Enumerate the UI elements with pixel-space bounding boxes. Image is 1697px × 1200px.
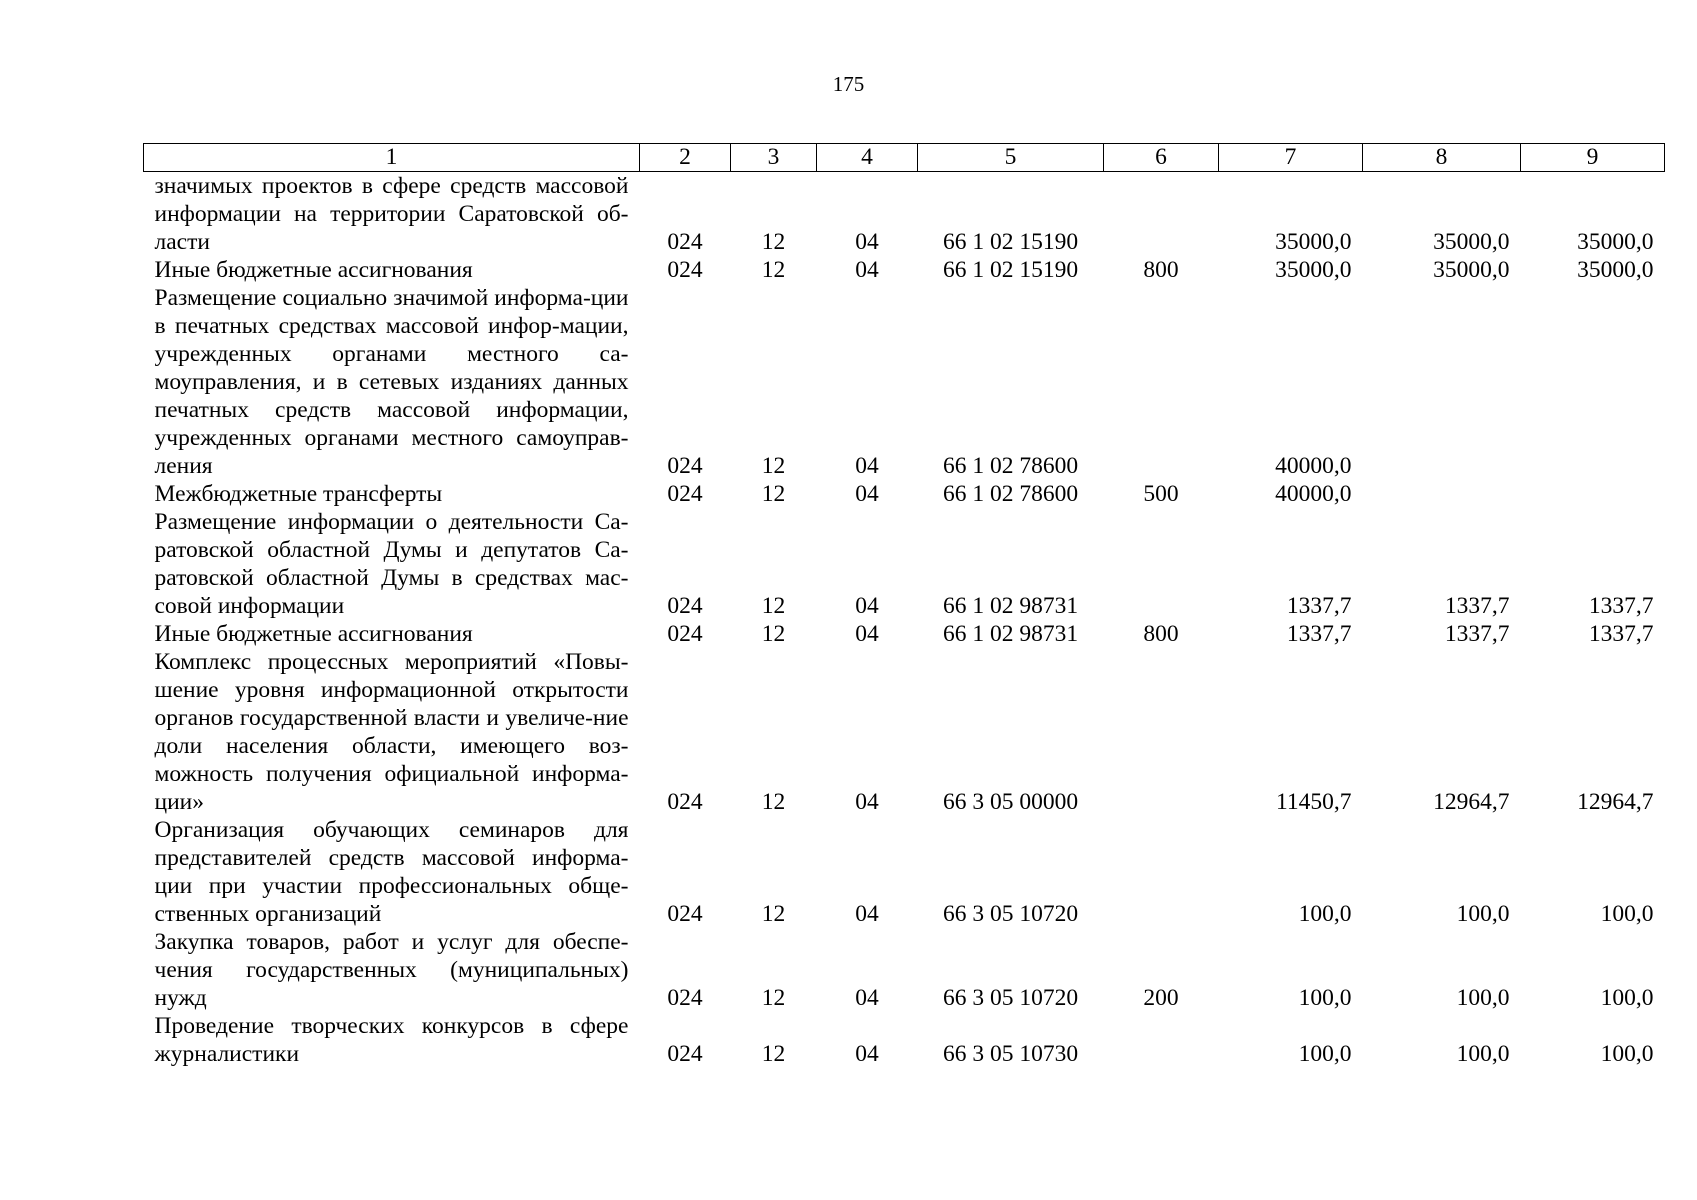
row-expense-type: 200 xyxy=(1143,985,1179,1011)
row-amount-col9: 100,0 xyxy=(1600,1041,1654,1067)
row-grbs-code: 024 xyxy=(667,985,703,1011)
row-name: Межбюджетные трансферты xyxy=(154,481,443,507)
row-subsection-code: 04 xyxy=(855,901,879,927)
row-target-article: 66 3 05 10730 xyxy=(942,1041,1079,1067)
row-target-article: 66 1 02 78600 xyxy=(942,481,1079,507)
row-name: Проведение творческих конкурсов в сфере журналистики xyxy=(154,1013,629,1067)
row-subsection-code: 04 xyxy=(855,1041,879,1067)
row-amount-col7: 100,0 xyxy=(1298,985,1352,1011)
row-subsection-code: 04 xyxy=(855,229,879,255)
row-section-code: 12 xyxy=(761,1041,786,1067)
row-amount-col7: 35000,0 xyxy=(1275,257,1352,283)
row-name: Комплекс процессных мероприятий «Повы-шение уровня информационной открытости органов государственной власти и увеличе-ние доли населения области, имеющего воз-можность получения официальной информа-ции» xyxy=(154,649,629,815)
row-amount-col7: 35000,0 xyxy=(1275,229,1352,255)
row-amount-col9: 12964,7 xyxy=(1577,789,1654,815)
row-section-code: 12 xyxy=(761,985,786,1011)
row-section-code: 12 xyxy=(761,453,786,479)
row-amount-col8 xyxy=(1363,480,1521,508)
row-amount-col7: 40000,0 xyxy=(1275,481,1352,507)
row-section-code: 12 xyxy=(761,789,786,815)
table-row xyxy=(144,256,1665,284)
table-row xyxy=(144,928,1665,1012)
table-body xyxy=(144,172,1665,1069)
table-row xyxy=(144,172,1665,257)
row-subsection-code: 04 xyxy=(855,593,879,619)
row-amount-col9: 35000,0 xyxy=(1577,229,1654,255)
row-amount-col9 xyxy=(1521,284,1665,480)
row-target-article: 66 1 02 98731 xyxy=(942,621,1079,647)
row-name: Организация обучающих семинаров для представителей средств массовой информа-ции при участии профессиональных обще-ственных организаций xyxy=(154,817,629,927)
row-name: значимых проектов в сфере средств массовой информации на территории Саратовской об-ласти xyxy=(154,173,629,255)
row-target-article: 66 3 05 00000 xyxy=(942,789,1079,815)
row-subsection-code: 04 xyxy=(855,481,879,507)
row-grbs-code: 024 xyxy=(667,1041,703,1067)
budget-table xyxy=(143,143,1665,1068)
table-row xyxy=(144,284,1665,480)
row-amount-col7: 40000,0 xyxy=(1275,453,1352,479)
row-expense-type xyxy=(1104,284,1219,480)
row-amount-col9: 100,0 xyxy=(1600,985,1654,1011)
row-amount-col8: 35000,0 xyxy=(1433,229,1510,255)
row-amount-col8: 1337,7 xyxy=(1444,593,1510,619)
row-grbs-code: 024 xyxy=(667,901,703,927)
row-amount-col7: 11450,7 xyxy=(1275,789,1352,815)
row-grbs-code: 024 xyxy=(667,593,703,619)
row-amount-col9: 35000,0 xyxy=(1577,257,1654,283)
row-name: Иные бюджетные ассигнования xyxy=(154,257,473,283)
page-number: 175 xyxy=(832,72,865,96)
row-section-code: 12 xyxy=(761,621,786,647)
row-target-article: 66 1 02 15190 xyxy=(942,257,1079,283)
row-section-code: 12 xyxy=(761,229,786,255)
row-expense-type xyxy=(1104,816,1219,928)
row-amount-col8: 12964,7 xyxy=(1433,789,1510,815)
table-row xyxy=(144,1012,1665,1068)
header-col-2: 2 xyxy=(640,144,731,172)
row-amount-col7: 100,0 xyxy=(1298,901,1352,927)
row-name: Размещение социально значимой информа-ции в печатных средствах массовой инфор-мации, учрежденных органами местного са-моуправления, и в сетевых изданиях данных печатных средств массовой информации, учрежденных органами местного самоуправ-ления xyxy=(154,285,629,479)
row-target-article: 66 3 05 10720 xyxy=(942,901,1079,927)
row-amount-col8: 100,0 xyxy=(1456,985,1510,1011)
row-grbs-code: 024 xyxy=(667,257,703,283)
row-section-code: 12 xyxy=(761,257,786,283)
row-subsection-code: 04 xyxy=(855,789,879,815)
row-expense-type: 500 xyxy=(1143,481,1179,507)
header-col-6: 6 xyxy=(1104,144,1219,172)
row-grbs-code: 024 xyxy=(667,229,703,255)
row-name: Иные бюджетные ассигнования xyxy=(154,621,473,647)
row-amount-col7: 1337,7 xyxy=(1286,593,1352,619)
row-section-code: 12 xyxy=(761,901,786,927)
row-expense-type xyxy=(1104,648,1219,816)
row-grbs-code: 024 xyxy=(667,453,703,479)
header-col-5: 5 xyxy=(918,144,1104,172)
row-amount-col9: 1337,7 xyxy=(1588,593,1654,619)
row-target-article: 66 1 02 78600 xyxy=(942,453,1079,479)
table-row xyxy=(144,648,1665,816)
row-section-code: 12 xyxy=(761,593,786,619)
row-subsection-code: 04 xyxy=(855,453,879,479)
row-amount-col9 xyxy=(1521,480,1665,508)
table-header-row xyxy=(144,144,1665,172)
row-expense-type xyxy=(1104,1012,1219,1068)
row-amount-col9: 1337,7 xyxy=(1588,621,1654,647)
row-grbs-code: 024 xyxy=(667,481,703,507)
row-name: Закупка товаров, работ и услуг для обеспе-чения государственных (муниципальных) нужд xyxy=(154,929,629,1011)
row-grbs-code: 024 xyxy=(667,789,703,815)
table-row xyxy=(144,620,1665,648)
row-expense-type xyxy=(1104,172,1219,257)
row-amount-col7: 1337,7 xyxy=(1286,621,1352,647)
row-amount-col8: 1337,7 xyxy=(1444,621,1510,647)
row-subsection-code: 04 xyxy=(855,985,879,1011)
header-col-7: 7 xyxy=(1219,144,1363,172)
row-name: Размещение информации о деятельности Са-ратовской областной Думы и депутатов Са-ратовской областной Думы в средствах мас-совой информации xyxy=(154,509,629,619)
row-expense-type: 800 xyxy=(1143,257,1179,283)
row-expense-type: 800 xyxy=(1143,621,1179,647)
row-amount-col8: 100,0 xyxy=(1456,1041,1510,1067)
header-col-1: 1 xyxy=(144,144,640,172)
row-amount-col8 xyxy=(1363,284,1521,480)
header-col-8: 8 xyxy=(1363,144,1521,172)
row-subsection-code: 04 xyxy=(855,257,879,283)
table-row xyxy=(144,508,1665,620)
row-subsection-code: 04 xyxy=(855,621,879,647)
row-expense-type xyxy=(1104,508,1219,620)
row-amount-col9: 100,0 xyxy=(1600,901,1654,927)
table-row xyxy=(144,816,1665,928)
row-target-article: 66 3 05 10720 xyxy=(942,985,1079,1011)
header-col-9: 9 xyxy=(1521,144,1665,172)
row-amount-col8: 100,0 xyxy=(1456,901,1510,927)
row-amount-col8: 35000,0 xyxy=(1433,257,1510,283)
row-target-article: 66 1 02 15190 xyxy=(942,229,1079,255)
row-section-code: 12 xyxy=(761,481,786,507)
table-row xyxy=(144,480,1665,508)
row-amount-col7: 100,0 xyxy=(1298,1041,1352,1067)
row-grbs-code: 024 xyxy=(667,621,703,647)
header-col-4: 4 xyxy=(817,144,918,172)
header-col-3: 3 xyxy=(731,144,817,172)
row-target-article: 66 1 02 98731 xyxy=(942,593,1079,619)
